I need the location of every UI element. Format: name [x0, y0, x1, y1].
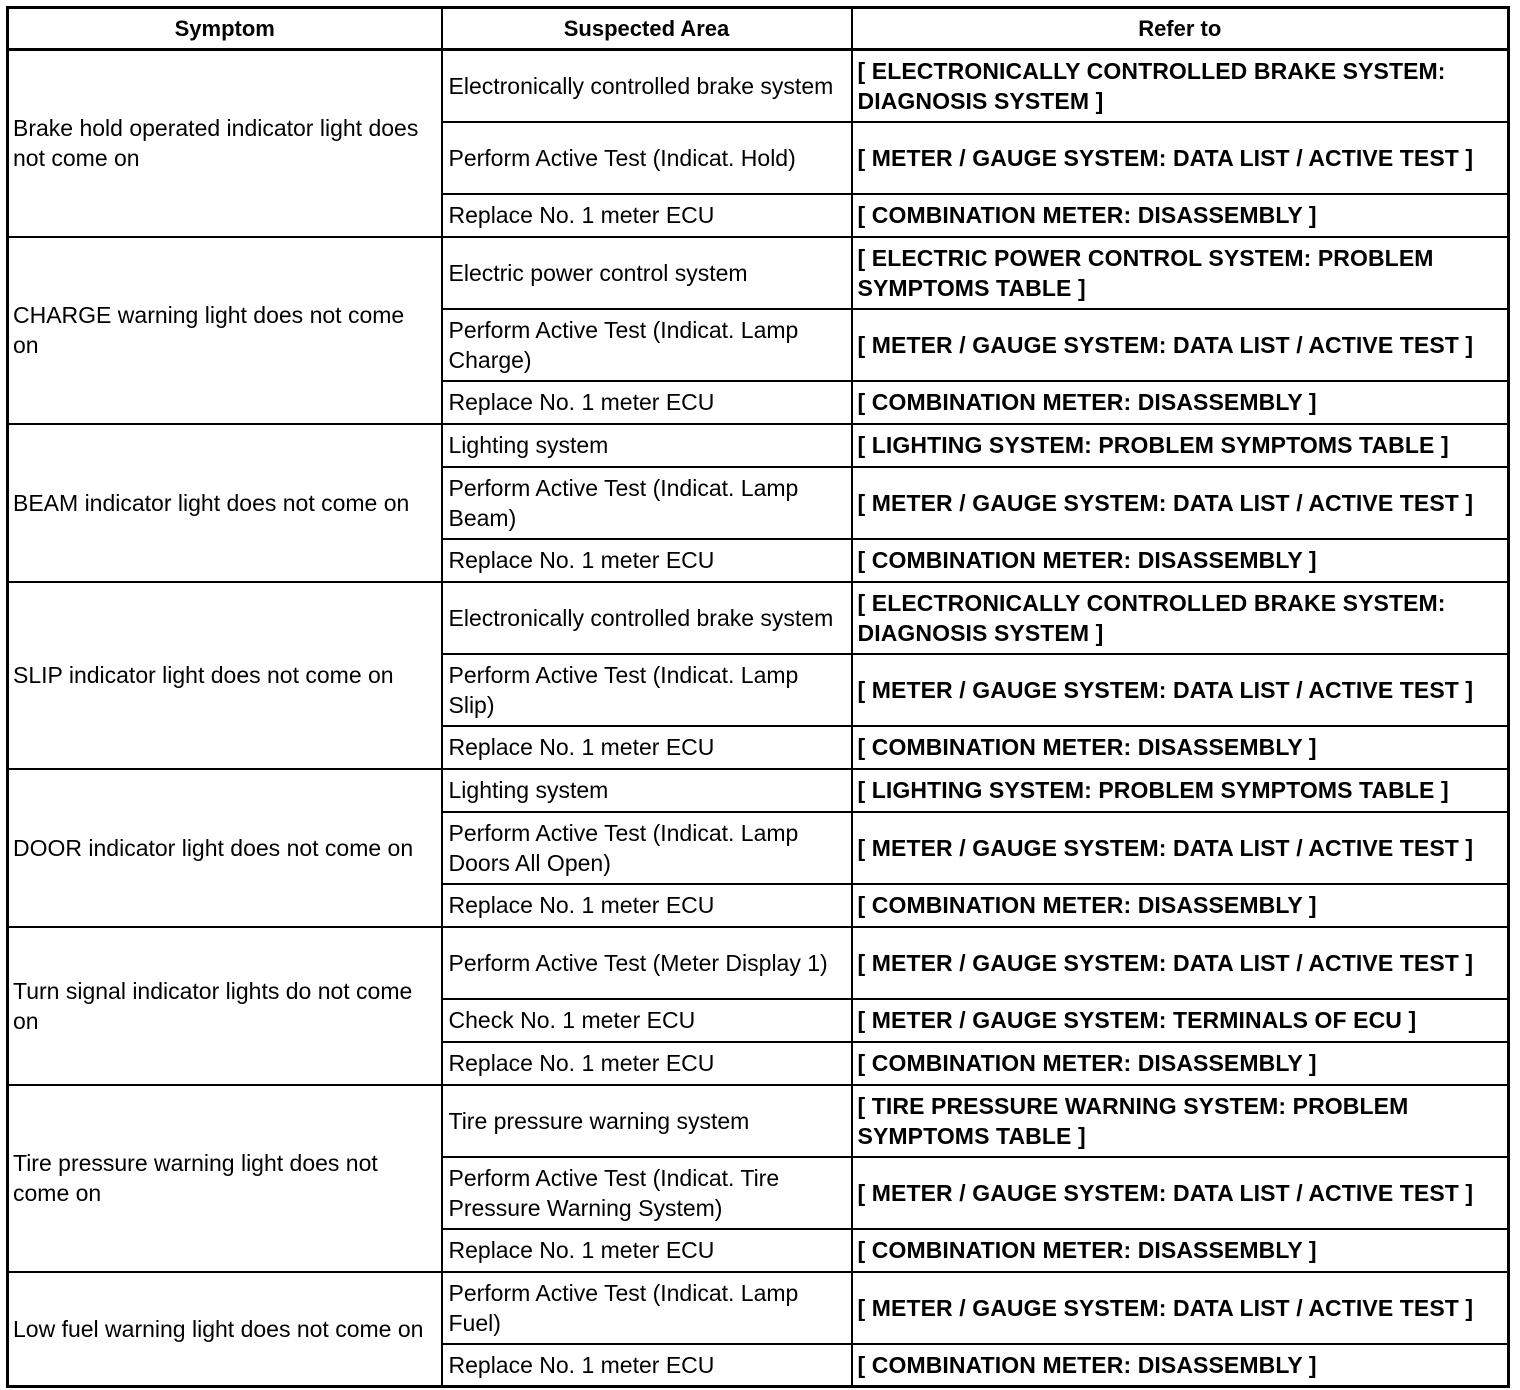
refer-to-link[interactable]: [ METER / GAUGE SYSTEM: DATA LIST / ACTIVE TEST ]: [852, 927, 1509, 999]
refer-to-link[interactable]: [ LIGHTING SYSTEM: PROBLEM SYMPTOMS TABLE ]: [852, 769, 1509, 812]
refer-to-link[interactable]: [ METER / GAUGE SYSTEM: DATA LIST / ACTIVE TEST ]: [852, 1157, 1509, 1229]
suspected-area-cell: Electronically controlled brake system: [442, 50, 852, 122]
problem-symptoms-table: [6, 6, 1510, 1388]
suspected-area-cell: Perform Active Test (Indicat. Lamp Fuel): [442, 1272, 852, 1344]
refer-to-link[interactable]: [ COMBINATION METER: DISASSEMBLY ]: [852, 1344, 1509, 1387]
suspected-area-cell: Replace No. 1 meter ECU: [442, 194, 852, 237]
table-row: [8, 237, 1509, 309]
suspected-area-cell: Tire pressure warning system: [442, 1085, 852, 1157]
symptom-cell: SLIP indicator light does not come on: [8, 582, 442, 769]
table-body: [8, 50, 1509, 1387]
suspected-area-cell: Perform Active Test (Indicat. Hold): [442, 122, 852, 194]
suspected-area-cell: Replace No. 1 meter ECU: [442, 884, 852, 927]
header-row: [8, 8, 1509, 50]
refer-to-link[interactable]: [ ELECTRONICALLY CONTROLLED BRAKE SYSTEM: DIAGNOSIS SYSTEM ]: [852, 50, 1509, 122]
table-row: [8, 1085, 1509, 1157]
suspected-area-cell: Electronically controlled brake system: [442, 582, 852, 654]
suspected-area-cell: Perform Active Test (Indicat. Lamp Doors All Open): [442, 812, 852, 884]
table-row: [8, 582, 1509, 654]
refer-to-link[interactable]: [ METER / GAUGE SYSTEM: DATA LIST / ACTIVE TEST ]: [852, 309, 1509, 381]
refer-to-link[interactable]: [ COMBINATION METER: DISASSEMBLY ]: [852, 884, 1509, 927]
refer-to-link[interactable]: [ ELECTRIC POWER CONTROL SYSTEM: PROBLEM SYMPTOMS TABLE ]: [852, 237, 1509, 309]
suspected-area-cell: Perform Active Test (Indicat. Tire Pressure Warning System): [442, 1157, 852, 1229]
table-row: [8, 50, 1509, 122]
symptom-cell: BEAM indicator light does not come on: [8, 424, 442, 582]
refer-to-link[interactable]: [ METER / GAUGE SYSTEM: DATA LIST / ACTIVE TEST ]: [852, 467, 1509, 539]
refer-to-link[interactable]: [ COMBINATION METER: DISASSEMBLY ]: [852, 1229, 1509, 1272]
refer-to-link[interactable]: [ COMBINATION METER: DISASSEMBLY ]: [852, 381, 1509, 424]
header-suspected-area: Suspected Area: [442, 8, 852, 50]
symptom-cell: Turn signal indicator lights do not come on: [8, 927, 442, 1085]
suspected-area-cell: Lighting system: [442, 424, 852, 467]
suspected-area-cell: Perform Active Test (Meter Display 1): [442, 927, 852, 999]
table-header: [8, 8, 1509, 50]
table-row: [8, 424, 1509, 467]
suspected-area-cell: Replace No. 1 meter ECU: [442, 539, 852, 582]
refer-to-link[interactable]: [ METER / GAUGE SYSTEM: DATA LIST / ACTIVE TEST ]: [852, 812, 1509, 884]
header-symptom: Symptom: [8, 8, 442, 50]
suspected-area-cell: Replace No. 1 meter ECU: [442, 1229, 852, 1272]
symptom-cell: Low fuel warning light does not come on: [8, 1272, 442, 1387]
symptom-cell: Tire pressure warning light does not come on: [8, 1085, 442, 1272]
suspected-area-cell: Perform Active Test (Indicat. Lamp Beam): [442, 467, 852, 539]
table-row: [8, 927, 1509, 999]
table-row: [8, 769, 1509, 812]
header-refer-to: Refer to: [852, 8, 1509, 50]
refer-to-link[interactable]: [ LIGHTING SYSTEM: PROBLEM SYMPTOMS TABLE ]: [852, 424, 1509, 467]
symptom-cell: CHARGE warning light does not come on: [8, 237, 442, 424]
refer-to-link[interactable]: [ METER / GAUGE SYSTEM: DATA LIST / ACTIVE TEST ]: [852, 1272, 1509, 1344]
refer-to-link[interactable]: [ ELECTRONICALLY CONTROLLED BRAKE SYSTEM: DIAGNOSIS SYSTEM ]: [852, 582, 1509, 654]
refer-to-link[interactable]: [ COMBINATION METER: DISASSEMBLY ]: [852, 539, 1509, 582]
symptom-cell: DOOR indicator light does not come on: [8, 769, 442, 927]
suspected-area-cell: Perform Active Test (Indicat. Lamp Slip): [442, 654, 852, 726]
suspected-area-cell: Replace No. 1 meter ECU: [442, 381, 852, 424]
suspected-area-cell: Replace No. 1 meter ECU: [442, 726, 852, 769]
refer-to-link[interactable]: [ TIRE PRESSURE WARNING SYSTEM: PROBLEM SYMPTOMS TABLE ]: [852, 1085, 1509, 1157]
refer-to-link[interactable]: [ METER / GAUGE SYSTEM: DATA LIST / ACTIVE TEST ]: [852, 122, 1509, 194]
symptom-cell: Brake hold operated indicator light does not come on: [8, 50, 442, 237]
suspected-area-cell: Replace No. 1 meter ECU: [442, 1344, 852, 1387]
suspected-area-cell: Replace No. 1 meter ECU: [442, 1042, 852, 1085]
refer-to-link[interactable]: [ COMBINATION METER: DISASSEMBLY ]: [852, 726, 1509, 769]
refer-to-link[interactable]: [ COMBINATION METER: DISASSEMBLY ]: [852, 1042, 1509, 1085]
suspected-area-cell: Lighting system: [442, 769, 852, 812]
refer-to-link[interactable]: [ METER / GAUGE SYSTEM: DATA LIST / ACTIVE TEST ]: [852, 654, 1509, 726]
table-row: [8, 1272, 1509, 1344]
suspected-area-cell: Perform Active Test (Indicat. Lamp Charge): [442, 309, 852, 381]
suspected-area-cell: Check No. 1 meter ECU: [442, 999, 852, 1042]
refer-to-link[interactable]: [ METER / GAUGE SYSTEM: TERMINALS OF ECU ]: [852, 999, 1509, 1042]
refer-to-link[interactable]: [ COMBINATION METER: DISASSEMBLY ]: [852, 194, 1509, 237]
suspected-area-cell: Electric power control system: [442, 237, 852, 309]
